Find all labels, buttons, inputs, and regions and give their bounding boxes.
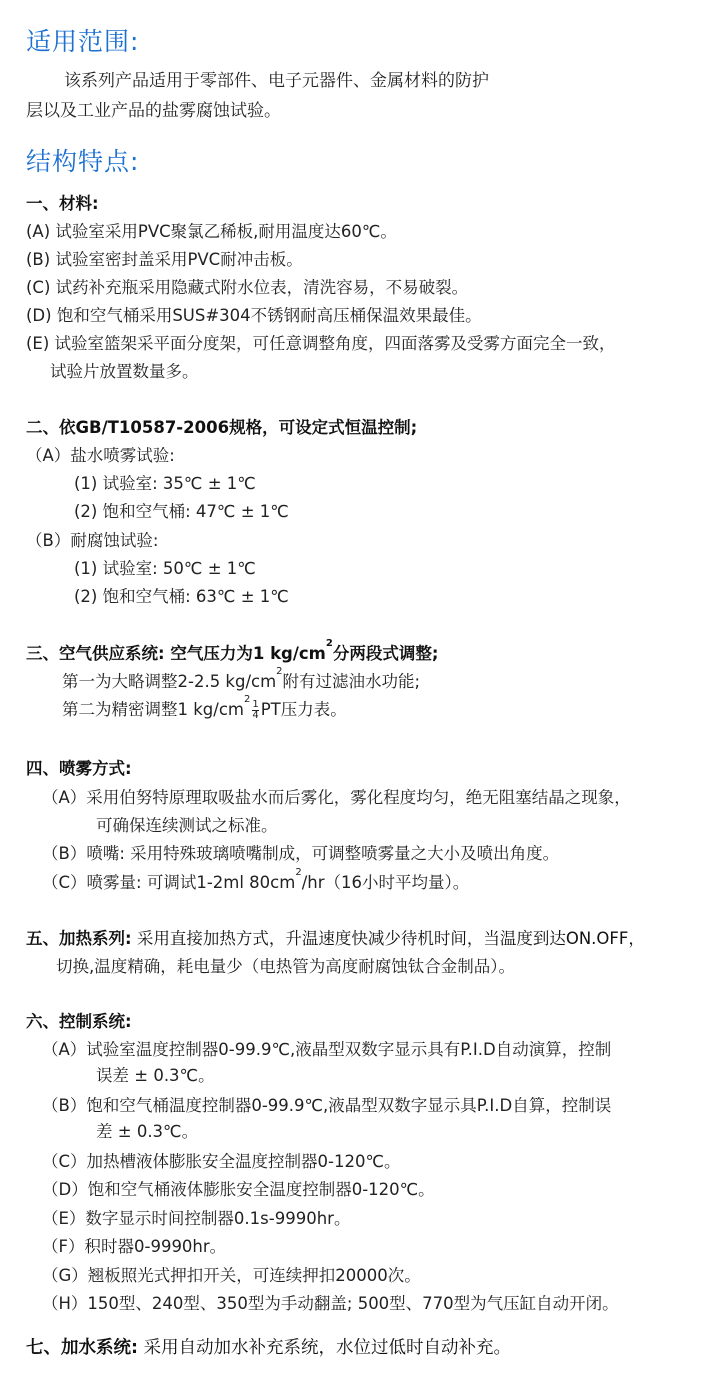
- control-item-e: （E）数字显示时间控制器0.1s-9990hr。: [42, 1209, 351, 1228]
- control-item-d: （D）饱和空气桶液体膨胀安全温度控制器0-120℃。: [42, 1180, 435, 1199]
- materials-item-b: (B) 试验室密封盖采用PVC耐冲击板。: [26, 250, 303, 269]
- control-item-b: （B）饱和空气桶温度控制器0-99.9℃,液晶型双数字显示具P.I.D自算，控制误: [42, 1096, 612, 1115]
- control-item-a: （A）试验室温度控制器0-99.9℃,液晶型双数字显示具有P.I.D自动演算，控制: [42, 1040, 612, 1059]
- corrosion-bucket: (2) 饱和空气桶: 63℃ ± 1℃: [74, 587, 289, 606]
- materials-title: 一、材料:: [26, 194, 99, 213]
- quarter-fraction: $\frac{1}{4}$: [252, 699, 259, 721]
- spray-method-b: （B）喷嘴: 采用特殊玻璃喷嘴制成，可调整喷雾量之大小及喷出角度。: [42, 844, 560, 863]
- heating-line-2: 切换,温度精确，耗电量少（电热管为高度耐腐蚀钛合金制品）。: [56, 957, 515, 976]
- spray-method-title: 四、喷雾方式:: [26, 759, 132, 778]
- scope-heading: 适用范围:: [26, 27, 140, 56]
- air-supply-line-2: 第二为精密调整1 $kg/cm^2$ $\frac{1}{4}$ PT压力表。: [62, 694, 347, 721]
- control-item-f: （F）积时器0-9990hr。: [42, 1237, 227, 1256]
- spray-method-c: （C）喷雾量: 可调试1-2ml $80cm^2/hr(16$小时平均量）。: [42, 867, 470, 892]
- materials-item-e-cont: 试验片放置数量多。: [50, 362, 199, 381]
- control-item-a-cont: 误差 ± 0.3℃。: [96, 1066, 215, 1085]
- salt-spray-group: （A）盐水喷雾试验:: [26, 446, 175, 465]
- spray-method-a: （A）采用伯努特原理取吸盐水而后雾化，雾化程度均匀，绝无阻塞结晶之现象，: [42, 788, 631, 807]
- features-heading: 结构特点:: [26, 147, 140, 176]
- materials-item-d: (D) 饱和空气桶采用SUS#304不锈钢耐高压桶保温效果最佳。: [26, 306, 482, 325]
- materials-item-c: (C) 试药补充瓶采用隐藏式附水位表，清洗容易，不易破裂。: [26, 278, 469, 297]
- materials-item-a: (A) 试验室采用PVC聚氯乙稀板,耐用温度达60℃。: [26, 222, 397, 241]
- water-supply-title: 七、加水系统: 采用自动加水补充系统，水位过低时自动补充。: [26, 1338, 512, 1358]
- control-item-h: （H）150型、240型、350型为手动翻盖; 500型、770型为气压缸自动开闭。: [42, 1294, 619, 1313]
- spray-method-a-cont: 可确保连续测试之标准。: [96, 816, 278, 835]
- control-item-c: （C）加热槽液体膨胀安全温度控制器0-120℃。: [42, 1152, 401, 1171]
- scope-text-1: 该系列产品适用于零部件、电子元器件、金属材料的防护: [64, 71, 489, 91]
- control-system-title: 六、控制系统:: [26, 1012, 132, 1031]
- salt-spray-bucket: (2) 饱和空气桶: 47℃ ± 1℃: [74, 502, 289, 521]
- temp-control-title: 二、依GB/T10587-2006规格，可设定式恒温控制;: [26, 418, 418, 437]
- scope-text-2: 层以及工业产品的盐雾腐蚀试验。: [26, 101, 281, 121]
- control-item-g: （G）翘板照光式押扣开关，可连续押扣20000次。: [42, 1266, 421, 1285]
- air-supply-title: 三、空气供应系统: 空气压力为1 $kg/cm^2$分两段式调整;: [26, 638, 439, 663]
- corrosion-group: （B）耐腐蚀试验:: [26, 531, 159, 550]
- corrosion-chamber: (1) 试验室: 50℃ ± 1℃: [74, 559, 256, 578]
- salt-spray-chamber: (1) 试验室: 35℃ ± 1℃: [74, 474, 256, 493]
- heating-title: 五、加热系列: 采用直接加热方式，升温速度快减少待机时间，当温度到达ON.OFF，: [26, 929, 645, 948]
- air-supply-line-1: 第一为大略调整2-2.5 $kg/cm^2$附有过滤油水功能;: [62, 666, 421, 691]
- materials-item-e: (E) 试验室篮架采平面分度架，可任意调整角度，四面落雾及受雾方面完全一致，: [26, 334, 616, 353]
- control-item-b-cont: 差 ± 0.3℃。: [96, 1122, 199, 1141]
